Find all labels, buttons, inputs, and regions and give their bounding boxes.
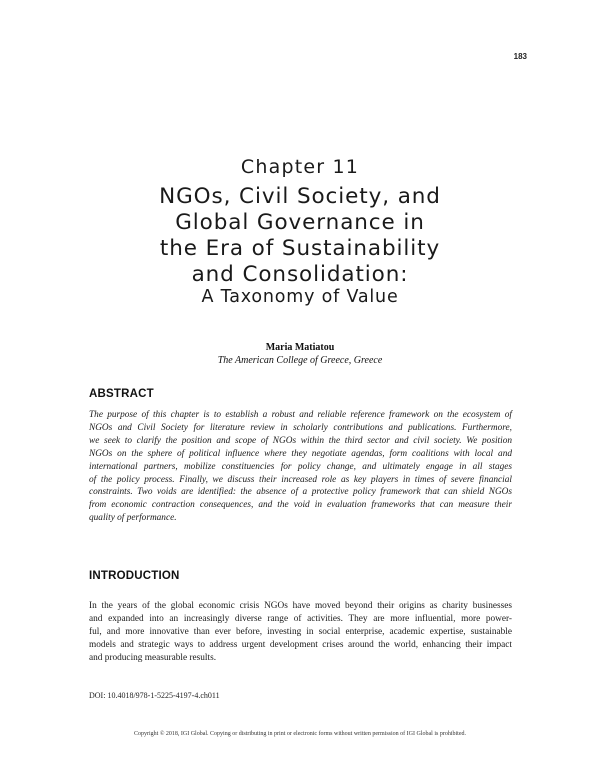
title-line: the Era of Sustainability	[159, 236, 441, 261]
introduction-text	[89, 600, 512, 665]
chapter-subtitle: A Taxonomy of Value	[201, 287, 399, 307]
abstract-line: of the policy process. Finally, we discuss their increased role as key players in times of severe financial	[89, 474, 512, 485]
doi-reference: DOI: 10.4018/978-1-5225-4197-4.ch011	[89, 691, 220, 700]
author-affiliation: The American College of Greece, Greece	[217, 355, 383, 366]
title-line: Global Governance in	[175, 210, 425, 235]
introduction-line: ful, and more innovative than ever before, investing in social enterprise, academic expertise, sustainable	[89, 627, 512, 637]
author-name: Maria Matiatou	[265, 342, 335, 353]
abstract-line: constraints. Two voids are identified: the absence of a protective policy framework that can shield NGOs	[89, 487, 512, 498]
copyright-notice: Copyright © 2018, IGI Global. Copying or distributing in print or electronic forms without written permission of IGI Global is prohibited.	[133, 731, 466, 737]
title-line: NGOs, Civil Society, and	[159, 184, 441, 209]
abstract-line: NGOs on the sphere of political influence where they negotiate agendas, form coalitions with local and	[89, 448, 512, 459]
chapter-title	[0, 184, 600, 307]
abstract-text	[89, 409, 512, 525]
introduction-line: and expanded into an increasingly diverse range of activities. They are more influential, more power-	[89, 614, 512, 624]
abstract-line: quality of performance.	[89, 513, 177, 524]
abstract-line: NGOs and Civil Society for literature review in scholarly contributions and publications. Furthermore,	[89, 422, 512, 433]
abstract-line: The purpose of this chapter is to establish a robust and reliable reference framework on the ecosystem of	[89, 410, 512, 420]
introduction-line: models and strategic ways to address urgent development crises around the world, enhancing their impact	[89, 640, 512, 650]
introduction-line: In the years of the global economic crisis NGOs have moved beyond their origins as charity businesses	[89, 601, 512, 611]
abstract-line: from economic contraction consequences, and the void in evaluation frameworks that can measure their	[89, 500, 512, 511]
abstract-heading: ABSTRACT	[89, 388, 154, 400]
introduction-heading: INTRODUCTION	[89, 570, 180, 582]
chapter-label: Chapter 11	[240, 156, 360, 178]
abstract-line: we seek to clarify the position and scope of NGOs within the third sector and civil society. We position	[89, 435, 512, 446]
introduction-line: and producing measurable results.	[89, 653, 217, 663]
title-line: and Consolidation:	[191, 262, 409, 287]
page-number: 183	[513, 52, 527, 61]
abstract-line: international partners, mobilize constituencies for policy change, and ultimately engage in all stages	[89, 461, 512, 472]
